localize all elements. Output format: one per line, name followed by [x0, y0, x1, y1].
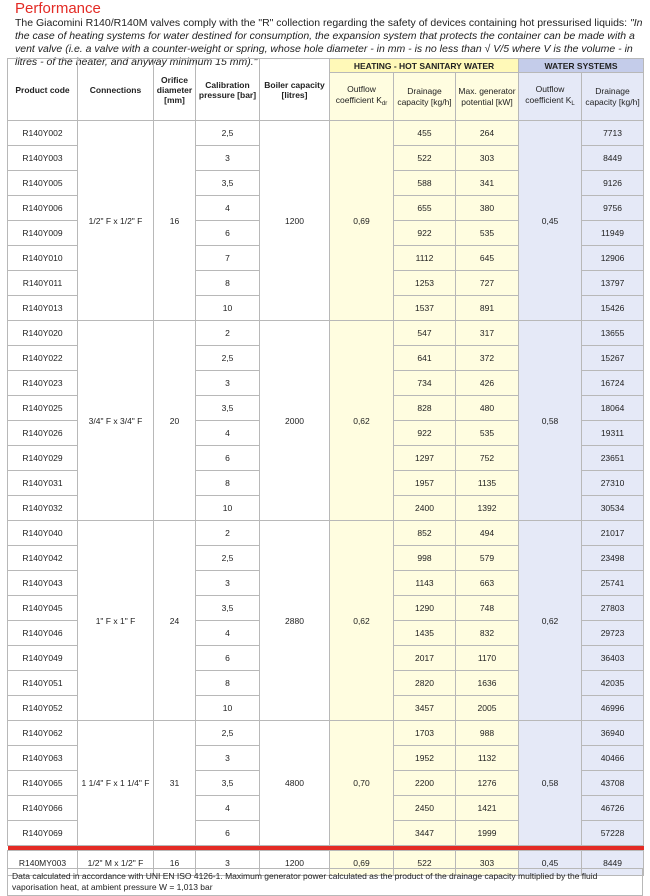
product-code-cell: R140Y069 — [8, 821, 78, 846]
water-drainage-cell: 13655 — [582, 321, 644, 346]
heat-power-cell: 317 — [456, 321, 519, 346]
table-row — [8, 521, 644, 546]
water-drainage-cell: 57228 — [582, 821, 644, 846]
intro-plain: The Giacomini R140/R140M valves comply with the "R" collection regarding the safety of devices containing hot pressurised liquids: — [15, 17, 631, 29]
heat-drainage-cell: 588 — [394, 171, 456, 196]
product-code-cell: R140Y066 — [8, 796, 78, 821]
heat-power-cell: 535 — [456, 221, 519, 246]
heat-power-cell: 372 — [456, 346, 519, 371]
water-drainage-cell: 18064 — [582, 396, 644, 421]
heat-power-cell: 891 — [456, 296, 519, 321]
heat-power-cell: 1170 — [456, 646, 519, 671]
water-drainage-cell: 42035 — [582, 671, 644, 696]
boiler-cell: 4800 — [260, 721, 330, 846]
pressure-cell: 4 — [196, 621, 260, 646]
water-drainage-cell: 8449 — [582, 851, 644, 876]
pressure-cell: 8 — [196, 271, 260, 296]
heat-power-cell: 1999 — [456, 821, 519, 846]
product-code-cell: R140Y011 — [8, 271, 78, 296]
product-code-cell: R140Y063 — [8, 746, 78, 771]
col-orifice: Orifice diameter [mm] — [154, 59, 196, 121]
pressure-cell: 6 — [196, 446, 260, 471]
pressure-cell: 8 — [196, 471, 260, 496]
water-drainage-cell: 15426 — [582, 296, 644, 321]
heat-drainage-cell: 1703 — [394, 721, 456, 746]
orifice-cell: 20 — [154, 321, 196, 521]
water-drainage-cell: 9756 — [582, 196, 644, 221]
water-drainage-cell: 12906 — [582, 246, 644, 271]
heat-drainage-cell: 1143 — [394, 571, 456, 596]
pressure-cell: 2 — [196, 521, 260, 546]
water-outflow-sub: L — [571, 100, 575, 107]
heat-power-cell: 1135 — [456, 471, 519, 496]
water-drainage-cell: 29723 — [582, 621, 644, 646]
product-code-cell: R140Y043 — [8, 571, 78, 596]
product-code-cell: R140Y009 — [8, 221, 78, 246]
product-code-cell: R140Y022 — [8, 346, 78, 371]
water-drainage-cell: 11949 — [582, 221, 644, 246]
heat-drainage-cell: 1253 — [394, 271, 456, 296]
water-outflow-cell: 0,58 — [519, 321, 582, 521]
heat-drainage-cell: 922 — [394, 421, 456, 446]
product-code-cell: R140Y065 — [8, 771, 78, 796]
heat-drainage-cell: 1537 — [394, 296, 456, 321]
heat-drainage-cell: 1435 — [394, 621, 456, 646]
pressure-cell: 6 — [196, 821, 260, 846]
water-drainage-cell: 21017 — [582, 521, 644, 546]
heat-drainage-cell: 2820 — [394, 671, 456, 696]
heat-drainage-cell: 547 — [394, 321, 456, 346]
product-code-cell: R140Y042 — [8, 546, 78, 571]
boiler-cell: 1200 — [260, 851, 330, 876]
water-drainage-cell: 23651 — [582, 446, 644, 471]
heat-drainage-cell: 1297 — [394, 446, 456, 471]
product-code-cell: R140Y003 — [8, 146, 78, 171]
heat-power-cell: 303 — [456, 146, 519, 171]
pressure-cell: 3,5 — [196, 771, 260, 796]
water-drainage-cell: 43708 — [582, 771, 644, 796]
pressure-cell: 7 — [196, 246, 260, 271]
heat-drainage-cell: 655 — [394, 196, 456, 221]
intro-quote: "In the case of heating systems for water destined for consumption, the expansion system that protects the container can be made with a vent valve (i.e. a valve with a counter-weight or spring, whose hole diameter - in mm - is no less than √ V/5 where V is the volume - in litres - of the heater, and anyway minimum 15 mm)." — [15, 17, 643, 68]
heat-drainage-cell: 998 — [394, 546, 456, 571]
heat-drainage-cell: 734 — [394, 371, 456, 396]
heat-power-cell: 1392 — [456, 496, 519, 521]
heat-drainage-cell: 2017 — [394, 646, 456, 671]
heat-drainage-cell: 3457 — [394, 696, 456, 721]
col-water-outflow — [519, 73, 582, 121]
heat-power-cell: 480 — [456, 396, 519, 421]
heat-power-cell: 426 — [456, 371, 519, 396]
heat-drainage-cell: 852 — [394, 521, 456, 546]
water-drainage-cell: 46726 — [582, 796, 644, 821]
table-row — [8, 121, 644, 146]
product-code-cell: R140Y010 — [8, 246, 78, 271]
pressure-cell: 3,5 — [196, 396, 260, 421]
heat-outflow-cell: 0,62 — [330, 521, 394, 721]
col-heat-outflow — [330, 73, 394, 121]
pressure-cell: 3 — [196, 746, 260, 771]
heat-drainage-cell: 455 — [394, 121, 456, 146]
col-heat-power: Max. generator potential [kW] — [456, 73, 519, 121]
footnote: Data calculated in accordance with UNI EN ISO 4126-1. Maximum generator power calculated as the product of the drainage capacity multiplied by the fluid vaporisation heat, at ambient pressure W = 1,013 bar — [7, 868, 643, 896]
heat-power-cell: 341 — [456, 171, 519, 196]
heat-power-cell: 1132 — [456, 746, 519, 771]
boiler-cell: 1200 — [260, 121, 330, 321]
pressure-cell: 4 — [196, 796, 260, 821]
water-group-header: WATER SYSTEMS — [519, 59, 644, 73]
product-code-cell: R140Y052 — [8, 696, 78, 721]
heat-outflow-cell: 0,70 — [330, 721, 394, 846]
table-row — [8, 321, 644, 346]
water-drainage-cell: 13797 — [582, 271, 644, 296]
connections-cell: 3/4" F x 3/4" F — [78, 321, 154, 521]
heat-power-cell: 752 — [456, 446, 519, 471]
col-connections: Connections — [78, 59, 154, 121]
orifice-cell: 16 — [154, 851, 196, 876]
heat-power-cell: 535 — [456, 421, 519, 446]
heat-power-cell: 264 — [456, 121, 519, 146]
product-code-cell: R140Y025 — [8, 396, 78, 421]
pressure-cell: 2,5 — [196, 346, 260, 371]
product-code-cell: R140Y002 — [8, 121, 78, 146]
col-heat-drainage: Drainage capacity [kg/h] — [394, 73, 456, 121]
water-drainage-cell: 9126 — [582, 171, 644, 196]
pressure-cell: 6 — [196, 646, 260, 671]
water-drainage-cell: 15267 — [582, 346, 644, 371]
connections-cell: 1/2" M x 1/2" F — [78, 851, 154, 876]
heat-power-cell: 1421 — [456, 796, 519, 821]
water-drainage-cell: 7713 — [582, 121, 644, 146]
orifice-cell: 31 — [154, 721, 196, 846]
water-outflow-cell: 0,58 — [519, 721, 582, 846]
heat-drainage-cell: 2200 — [394, 771, 456, 796]
water-drainage-cell: 25741 — [582, 571, 644, 596]
pressure-cell: 3 — [196, 851, 260, 876]
col-boiler: Boiler capacity [litres] — [260, 59, 330, 121]
heat-drainage-cell: 3447 — [394, 821, 456, 846]
product-code-cell: R140Y045 — [8, 596, 78, 621]
pressure-cell: 8 — [196, 671, 260, 696]
water-drainage-cell: 19311 — [582, 421, 644, 446]
heat-drainage-cell: 2400 — [394, 496, 456, 521]
heat-drainage-cell: 522 — [394, 851, 456, 876]
product-code-cell: R140Y049 — [8, 646, 78, 671]
pressure-cell: 3 — [196, 571, 260, 596]
pressure-cell: 3 — [196, 371, 260, 396]
water-drainage-cell: 27310 — [582, 471, 644, 496]
product-code-cell: R140Y020 — [8, 321, 78, 346]
heat-power-cell: 663 — [456, 571, 519, 596]
water-drainage-cell: 40466 — [582, 746, 644, 771]
heat-drainage-cell: 828 — [394, 396, 456, 421]
table-body — [8, 121, 644, 876]
pressure-cell: 2,5 — [196, 546, 260, 571]
orifice-cell: 16 — [154, 121, 196, 321]
heat-drainage-cell: 922 — [394, 221, 456, 246]
pressure-cell: 2,5 — [196, 721, 260, 746]
water-outflow-cell: 0,62 — [519, 521, 582, 721]
product-code-cell: R140Y032 — [8, 496, 78, 521]
water-outflow-cell: 0,45 — [519, 121, 582, 321]
heat-power-cell: 1276 — [456, 771, 519, 796]
water-drainage-cell: 46996 — [582, 696, 644, 721]
pressure-cell: 3,5 — [196, 596, 260, 621]
heat-drainage-cell: 2450 — [394, 796, 456, 821]
pressure-cell: 10 — [196, 696, 260, 721]
water-drainage-cell: 36403 — [582, 646, 644, 671]
product-code-cell: R140Y029 — [8, 446, 78, 471]
water-drainage-cell: 36940 — [582, 721, 644, 746]
pressure-cell: 2,5 — [196, 121, 260, 146]
heat-outflow-cell: 0,69 — [330, 851, 394, 876]
water-drainage-cell: 16724 — [582, 371, 644, 396]
product-code-cell: R140Y031 — [8, 471, 78, 496]
product-code-cell: R140Y005 — [8, 171, 78, 196]
pressure-cell: 2 — [196, 321, 260, 346]
pressure-cell: 3,5 — [196, 171, 260, 196]
water-drainage-cell: 8449 — [582, 146, 644, 171]
heat-power-cell: 579 — [456, 546, 519, 571]
heat-outflow-cell: 0,62 — [330, 321, 394, 521]
performance-table — [7, 58, 644, 876]
heat-power-cell: 380 — [456, 196, 519, 221]
water-drainage-cell: 30534 — [582, 496, 644, 521]
page-title: Performance — [15, 0, 101, 17]
connections-cell: 1 1/4" F x 1 1/4" F — [78, 721, 154, 846]
table-row — [8, 721, 644, 746]
product-code-cell: R140Y062 — [8, 721, 78, 746]
col-calibration: Calibration pressure [bar] — [196, 59, 260, 121]
heat-drainage-cell: 1957 — [394, 471, 456, 496]
product-code-cell: R140MY003 — [8, 851, 78, 876]
pressure-cell: 10 — [196, 496, 260, 521]
orifice-cell: 24 — [154, 521, 196, 721]
product-code-cell: R140Y040 — [8, 521, 78, 546]
heat-power-cell: 832 — [456, 621, 519, 646]
product-code-cell: R140Y026 — [8, 421, 78, 446]
heating-group-header: HEATING - HOT SANITARY WATER — [330, 59, 519, 73]
heat-drainage-cell: 641 — [394, 346, 456, 371]
pressure-cell: 6 — [196, 221, 260, 246]
pressure-cell: 4 — [196, 421, 260, 446]
product-code-cell: R140Y013 — [8, 296, 78, 321]
product-code-cell: R140Y006 — [8, 196, 78, 221]
boiler-cell: 2000 — [260, 321, 330, 521]
water-outflow-label: Outflow coefficient K — [525, 83, 572, 105]
col-water-drainage: Drainage capacity [kg/h] — [582, 73, 644, 121]
heat-outflow-label: Outflow coefficient K — [335, 83, 382, 105]
water-drainage-cell: 23498 — [582, 546, 644, 571]
col-product-code: Product code — [8, 59, 78, 121]
water-drainage-cell: 27803 — [582, 596, 644, 621]
product-code-cell: R140Y051 — [8, 671, 78, 696]
heat-power-cell: 727 — [456, 271, 519, 296]
pressure-cell: 10 — [196, 296, 260, 321]
heat-drainage-cell: 1290 — [394, 596, 456, 621]
water-outflow-cell: 0,45 — [519, 851, 582, 876]
heat-power-cell: 2005 — [456, 696, 519, 721]
heat-outflow-sub: dr — [381, 100, 388, 107]
heat-power-cell: 303 — [456, 851, 519, 876]
heat-drainage-cell: 1952 — [394, 746, 456, 771]
heat-power-cell: 1636 — [456, 671, 519, 696]
product-code-cell: R140Y023 — [8, 371, 78, 396]
heat-power-cell: 988 — [456, 721, 519, 746]
connections-cell: 1/2" F x 1/2" F — [78, 121, 154, 321]
pressure-cell: 3 — [196, 146, 260, 171]
connections-cell: 1" F x 1" F — [78, 521, 154, 721]
heat-outflow-cell: 0,69 — [330, 121, 394, 321]
heat-drainage-cell: 522 — [394, 146, 456, 171]
pressure-cell: 4 — [196, 196, 260, 221]
heat-power-cell: 645 — [456, 246, 519, 271]
product-code-cell: R140Y046 — [8, 621, 78, 646]
heat-drainage-cell: 1112 — [394, 246, 456, 271]
heat-power-cell: 494 — [456, 521, 519, 546]
heat-power-cell: 748 — [456, 596, 519, 621]
boiler-cell: 2880 — [260, 521, 330, 721]
